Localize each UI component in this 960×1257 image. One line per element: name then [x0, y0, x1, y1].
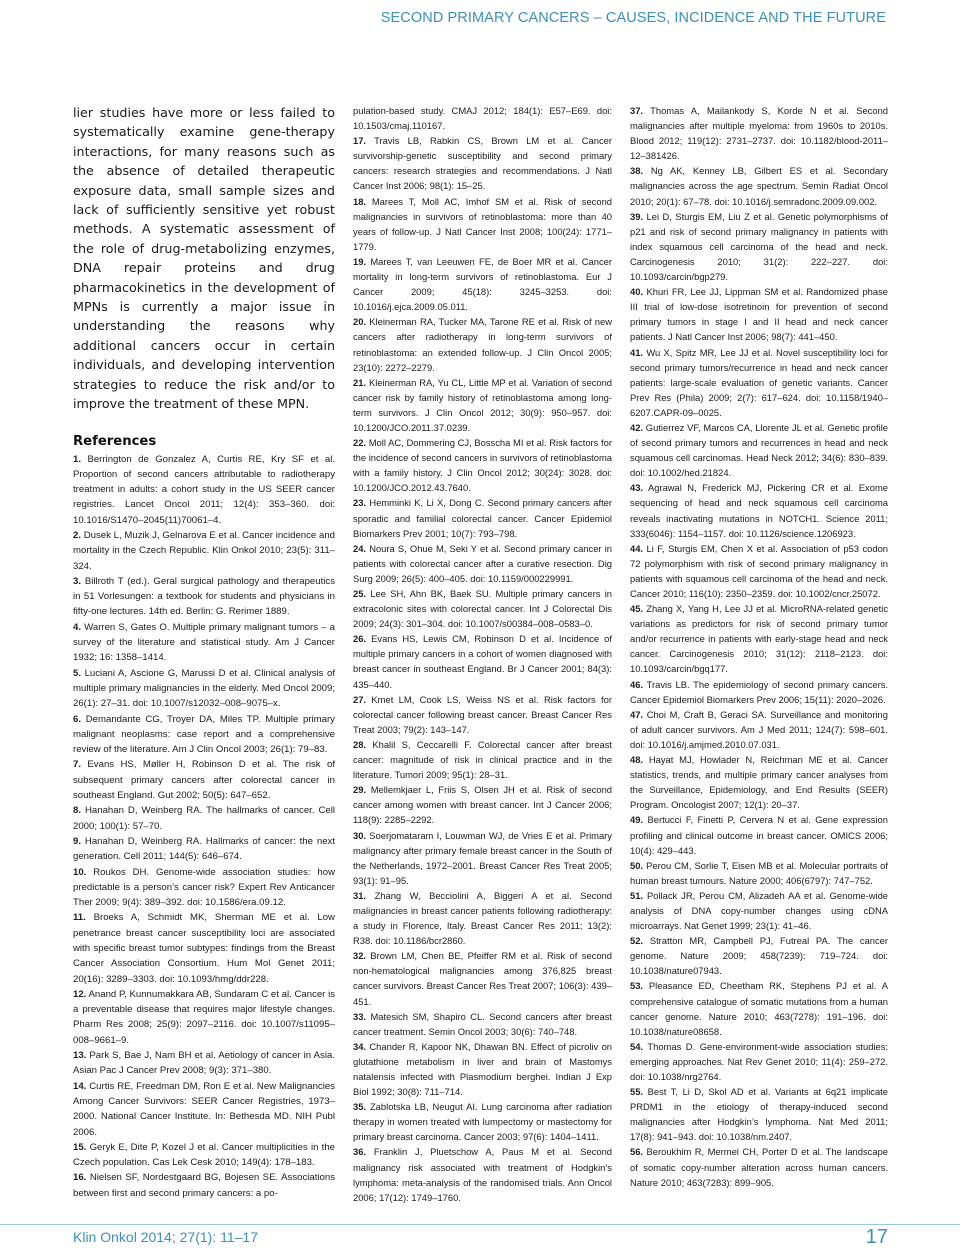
reference-text: Hemminki K, Li X, Dong C. Second primary cancers after sporadic and familial colorectal cancer. Cancer Epidemiol Biomarkers Prev 2001; 10(7): 793–798.	[353, 497, 613, 539]
reference-number: 23.	[353, 497, 367, 509]
reference-item	[630, 707, 888, 752]
footer-divider	[0, 1224, 960, 1225]
reference-number: 47.	[630, 708, 644, 720]
column-3	[630, 103, 888, 1190]
reference-text: Chander R, Kapoor NK, Dhawan BN. Effect of picroliv on glutathione metabolism in liver and brain of Mastomys natalensis infected with Plasmodium berghei. Indian J Exp Biol 1992; 30(8): 711–714.	[353, 1040, 612, 1098]
reference-number: 27.	[353, 693, 367, 705]
reference-item	[353, 692, 612, 737]
reference-number: 40.	[630, 286, 644, 298]
reference-number: 13.	[73, 1050, 87, 1062]
reference-number: 34.	[353, 1040, 367, 1052]
reference-text: Zhang X, Yang H, Lee JJ et al. MicroRNA-related genetic variations as predictors for risk of second primary tumor and/or recurrence in patients with early-stage head and neck cancer. Carcinogenesis 2010; 31(12): 2118–2123. doi: 10.1093/carcin/bgq177.	[630, 603, 889, 675]
reference-number: 26.	[353, 633, 367, 645]
reference-number: 4.	[73, 621, 82, 633]
reference-number: 31.	[353, 889, 367, 901]
reference-text: Nielsen SF, Nordestgaard BG, Bojesen SE. Associations between first and second primary cancers: a po-	[73, 1172, 335, 1199]
reference-text: Thomas D. Gene-environment-wide association studies: emerging approaches. Nat Rev Genet 2010; 11(4): 259–272. doi: 10.1038/nrg2764.	[630, 1040, 889, 1082]
reference-text: Dusek L, Muzik J, Gelnarova E et al. Cancer incidence and mortality in the Czech Republic. Klin Onkol 2010; 23(5): 311–324.	[73, 529, 335, 572]
reference-number: 44.	[630, 542, 644, 554]
reference-number: 55.	[630, 1086, 644, 1098]
reference-item	[73, 1048, 335, 1079]
reference-text: Billroth T (ed.). Geral surgical pathology and therapeutics in 51 Vorlesungen: a textbook for students and physicians in fifty-one lectures. 14th ed. Berlin: G. Rerimer 1889.	[73, 575, 335, 618]
reference-number: 38.	[630, 165, 644, 177]
reference-item	[353, 194, 612, 254]
reference-text: Warren S, Gates O. Multiple primary malignant tumors – a survey of the literature and statistical study. Am J Cancer 1932; 16: 1358–1414.	[73, 621, 335, 664]
reference-item	[353, 948, 612, 1008]
reference-item	[73, 757, 335, 803]
reference-number: 51.	[630, 889, 644, 901]
reference-item	[73, 528, 335, 574]
reference-text: Khuri FR, Lee JJ, Lippman SM et al. Randomized phase III trial of low-dose isotretinoin for prevention of second primary tumors in stage I and II head and neck cancer patients. J Natl Cancer Inst 2006; 98(7): 441–450.	[630, 286, 888, 343]
reference-text: Zhang W, Becciolini A, Biggeri A et al. Second malignancies in breast cancer patients following radiotherapy: a study in Florence, Italy. Breast Cancer Res 2011; 13(2): R38. doi: 10.1186/bcr2860.	[353, 889, 612, 947]
reference-item	[353, 1099, 612, 1144]
reference-number: 46.	[630, 678, 644, 690]
reference-item	[73, 620, 335, 666]
reference-text: Marees T, van Leeuwen FE, de Boer MR et al. Cancer mortality in long-term survivors of retinoblastoma. Eur J Cancer 2009; 45(18): 3245–3253. doi: 10.1016/j.ejca.2009.05.011.	[353, 255, 612, 313]
reference-item	[73, 1079, 335, 1140]
reference-number: 48.	[630, 754, 644, 766]
reference-item	[73, 666, 335, 712]
reference-text: Curtis RE, Freedman DM, Ron E et al. New Malignancies Among Cancer Survivors: SEER Cancer Registries, 1973–2000. National Cancer Institute. In: Bethesda MD. NIH Publ 2006.	[73, 1080, 335, 1138]
reference-item	[353, 888, 612, 948]
journal-citation: Klin Onkol 2014; 27(1): 11–17	[73, 1229, 258, 1245]
reference-text: Beroukhim R, Mermel CH, Porter D et al. The landscape of somatic copy-number alteration across human cancers. Nature 2010; 463(7283): 899–905.	[630, 1146, 888, 1188]
reference-text: Hanahan D, Weinberg RA. Hallmarks of cancer: the next generation. Cell 2011; 144(5): 646–674.	[73, 835, 335, 863]
reference-number: 52.	[630, 935, 644, 947]
column-1	[73, 103, 335, 1201]
reference-item	[630, 812, 888, 857]
reference-item	[353, 1009, 612, 1039]
reference-item	[73, 1170, 335, 1201]
reference-text: Hanahan D, Weinberg RA. The hallmarks of cancer. Cell 2000; 100(1): 57–70.	[73, 805, 335, 832]
reference-item	[353, 435, 612, 495]
reference-text: Evans HS, Møller H, Robinson D et al. The risk of subsequent primary cancers after colorectal cancer in southeast England. Gut 2002; 50(5): 647–652.	[73, 759, 335, 802]
reference-number: 21.	[353, 376, 367, 388]
reference-item	[630, 420, 888, 480]
reference-number: 41.	[630, 346, 644, 358]
reference-number: 35.	[353, 1101, 367, 1113]
reference-item	[630, 978, 888, 1038]
reference-item	[630, 345, 888, 420]
reference-number: 10.	[73, 866, 87, 878]
reference-number: 43.	[630, 482, 644, 494]
reference-item	[630, 933, 888, 978]
reference-text: Stratton MR, Campbell PJ, Futreal PA. The cancer genome. Nature 2009; 458(7239): 719–724. doi: 10.1038/nature07943.	[630, 935, 888, 977]
reference-item	[353, 828, 612, 888]
reference-number: 17.	[353, 135, 367, 147]
reference-text: Brown LM, Chen BE, Pfeiffer RM et al. Risk of second non-hematological malignancies among 376,825 breast cancer survivors. Breast Cancer Res Treat 2007; 106(3): 439–451.	[353, 950, 612, 1007]
reference-item	[630, 1039, 888, 1084]
reference-text: Geryk E, Dite P, Kozel J et al. Cancer multiplicities in the Czech population. Cas Lek Cesk 2010; 149(4): 178–183.	[73, 1141, 335, 1169]
reference-item	[630, 1144, 888, 1189]
reference-item	[353, 314, 612, 374]
reference-text: Lee SH, Ahn BK, Baek SU. Multiple primary cancers in extracolonic sites with colorectal cancer. Int J Colorectal Dis 2009; 24(3): 301–304. doi: 10.1007/s00384–008–0583–0.	[353, 588, 612, 630]
reference-list-col2	[353, 103, 612, 1205]
reference-item	[630, 209, 888, 284]
reference-item	[73, 574, 335, 620]
reference-text: Anand P, Kunnumakkara AB, Sundaram C et al. Cancer is a preventable disease that requires major lifestyle changes. Pharm Res 2008; 25(9): 2097–2116. doi: 10.1007/s11095–008–9661–9.	[73, 988, 335, 1046]
reference-number: 5.	[73, 667, 82, 679]
reference-text: Evans HS, Lewis CM, Robinson D et al. Incidence of multiple primary cancers in a cohort of women diagnosed with breast cancer in southeast England. Br J Cancer 2001; 84(3): 435–440.	[353, 633, 612, 690]
reference-number: 33.	[353, 1010, 367, 1022]
reference-number: 25.	[353, 588, 367, 599]
reference-number: 22.	[353, 437, 367, 449]
reference-text: Hayat MJ, Howlader N, Reichman ME et al. Cancer statistics, trends, and multiple primary cancer analyses from the Surveillance, Epidemiology, and End Results (SEER) Program. Oncologist 2007; 12(1): 20–37.	[630, 754, 888, 811]
reference-number: 6.	[73, 713, 82, 725]
reference-text: Lei D, Sturgis EM, Liu Z et al. Genetic polymorphisms of p21 and risk of second primary malignancy in patients with index squamous cell carcinoma of the head and neck. Carcinogenesis 2010; 31(2): 222–227. doi: 10.1093/carcin/bgp279.	[630, 210, 888, 283]
reference-text: Matesich SM, Shapiro CL. Second cancers after breast cancer treatment. Semin Oncol 2003; 30(6): 740–748.	[353, 1010, 612, 1037]
reference-item	[630, 752, 888, 812]
reference-item	[353, 782, 612, 827]
reference-number: 1.	[73, 453, 82, 465]
reference-item	[630, 541, 888, 601]
reference-number: 16.	[73, 1172, 87, 1184]
reference-text: Kleinerman RA, Yu CL, Little MP et al. Variation of second cancer risk by family history of retinoblastoma among long-term survivors. J Clin Oncol 2012; 30(9): 950–957. doi: 10.1200/JCO.2011.37.0239.	[353, 376, 612, 433]
reference-number: 11.	[73, 912, 86, 924]
column-2	[353, 103, 612, 1205]
reference-number: 50.	[630, 859, 644, 871]
reference-number: 32.	[353, 950, 367, 962]
reference-text: Best T, Li D, Skol AD et al. Variants at 6q21 implicate PRDM1 in the etiology of therapy-induced second malignancies after Hodgkin’s lymphoma. Nat Med 2011; 17(8): 941–943. doi: 10.1038/nm.2407.	[630, 1086, 889, 1143]
reference-text: Li F, Sturgis EM, Chen X et al. Association of p53 codon 72 polymorphism with risk of second primary malignancy in patients with squamous cell carcinoma of the head and neck. Cancer 2010; 116(10): 2350–2359. doi: 10.1002/cncr.25072.	[630, 542, 888, 599]
reference-text: Mellemkjaer L, Friis S, Olsen JH et al. Risk of second cancer among women with breast cancer. Int J Cancer 2006; 118(9): 2285–2292.	[353, 784, 613, 826]
references-heading: References	[73, 433, 157, 449]
reference-item	[630, 1084, 888, 1144]
reference-item	[630, 480, 888, 540]
reference-item	[73, 865, 335, 911]
reference-text: Gutierrez VF, Marcos CA, Llorente JL et al. Genetic profile of second primary tumors and recurrences in head and neck squamous cell carcinomas. Head Neck 2012; 34(6): 830–839. doi: 10.1002/hed.21824.	[630, 421, 888, 479]
reference-list-col3	[630, 103, 888, 1190]
reference-item	[73, 803, 335, 834]
reference-text: Park S, Bae J, Nam BH et al. Aetiology of cancer in Asia. Asian Pac J Cancer Prev 2008; 9(3): 371–380.	[73, 1050, 335, 1077]
reference-item	[73, 910, 335, 986]
reference-number: 45.	[630, 603, 644, 615]
reference-number: 9.	[73, 835, 82, 847]
reference-text: Broeks A, Schmidt MK, Sherman ME et al. Low penetrance breast cancer susceptibility loci are associated with specific breast tumor subtypes: findings from the Breast Cancer Association Consortium. Hum Mol Genet 2011; 20(16): 3289–3303. doi: 10.1093/hmg/ddr228.	[73, 912, 335, 985]
reference-item	[353, 103, 612, 133]
reference-text: pulation-based study. CMAJ 2012; 184(1): E57–E69. doi: 10.1503/cmaj.110167.	[353, 105, 612, 132]
reference-item	[353, 495, 612, 540]
reference-list-col1	[73, 452, 335, 1202]
reference-text: Demandante CG, Troyer DA, Miles TP. Multiple primary malignant neoplasms: case report and a comprehensive review of the literature. Am J Clin Oncol 2003; 26(1): 79–83.	[73, 713, 335, 756]
reference-item	[73, 834, 335, 865]
reference-item	[73, 452, 335, 528]
reference-text: Travis LB, Rabkin CS, Brown LM et al. Cancer survivorship-genetic susceptibility and second primary cancers: research strategies and recommendations. J Natl Cancer Inst 2006; 98(1): 15–25.	[353, 135, 613, 192]
reference-item	[353, 133, 612, 193]
reference-number: 56.	[630, 1146, 644, 1158]
reference-text: Khalil S, Ceccarelli F. Colorectal cancer after breast cancer: magnitude of risk in clinical practice and in the literature. Tumori 2009; 95(1): 28–31.	[353, 738, 612, 781]
running-head: SECOND PRIMARY CANCERS – CAUSES, INCIDENCE AND THE FUTURE	[380, 10, 886, 26]
reference-item	[353, 1039, 612, 1099]
reference-text: Luciani A, Ascione G, Marussi D et al. Clinical analysis of multiple primary malignancies in the elderly. Med Oncol 2009; 26(1): 27–31. doi: 10.1007/s12032–008–9075–x.	[73, 667, 335, 710]
reference-text: Roukos DH. Genome-wide association studies: how predictable is a person’s cancer risk? Expert Rev Anticancer Ther 2009; 9(4): 389–392. doi: 10.1586/era.09.12.	[73, 866, 335, 909]
reference-number: 20.	[353, 316, 367, 328]
reference-number: 19.	[353, 255, 367, 267]
reference-text: Soerjomataram I, Louwman WJ, de Vries E et al. Primary malignancy after primary female breast cancer in the South of the Netherlands, 1972–2001. Breast Cancer Res Treat 2005; 93(1): 91–95.	[353, 829, 612, 886]
reference-item	[73, 987, 335, 1048]
reference-text: Kleinerman RA, Tucker MA, Tarone RE et al. Risk of new cancers after radiotherapy in long-term survivors of retinoblastoma: an extended follow-up. J Clin Oncol 2005; 23(10): 2272–2279.	[353, 316, 612, 373]
reference-item	[630, 284, 888, 344]
reference-number: 29.	[353, 784, 367, 796]
reference-number: 18.	[353, 195, 367, 207]
reference-number: 24.	[353, 542, 367, 554]
reference-text: Marees T, Moll AC, Imhof SM et al. Risk of second malignancies in survivors of retinoblastoma: more than 40 years of follow-up. J Natl Cancer Inst 2008; 100(24): 1771–1779.	[353, 195, 612, 252]
page-number: 17	[865, 1226, 888, 1248]
reference-text: Pollack JR, Perou CM, Alizadeh AA et al. Genome-wide analysis of DNA copy-number changes using cDNA microarrays. Nat Genet 1999; 23(1): 41–46.	[630, 889, 888, 932]
reference-number: 54.	[630, 1040, 644, 1052]
reference-text: Travis LB. The epidemiology of second primary cancers. Cancer Epidemiol Biomarkers Prev 2006; 15(11): 2020–2026.	[630, 678, 889, 705]
reference-item	[353, 737, 612, 782]
reference-text: Moll AC, Dommering CJ, Bosscha MI et al. Risk factors for the incidence of second cancers in survivors of retinoblastoma with a family history. J Clin Oncol 2012; 30(24): 3028. doi: 10.1200/JCO.2012.43.7640.	[353, 437, 612, 494]
reference-text: Wu X, Spitz MR, Lee JJ et al. Novel susceptibility loci for second primary tumors/recurrence in head and neck cancer patients: large-scale evaluation of genetic variants. Cancer Prev Res (Phila) 2009; 2(7): 617–624. doi: 10.1158/1940–6207.CAPR-09–0025.	[630, 346, 888, 418]
reference-item	[353, 631, 612, 691]
body-paragraph: lier studies have more or less failed to systematically examine gene-therapy interactions, for many reasons such as the absence of detailed therapeutic exposure data, small sample sizes and lack of sufficiently sensitive yet robust methods. A systematic assessment of the role of drug-metabolizing enzymes, DNA repair proteins and drug pharmacokinetics in the development of MPNs is currently a major issue in understanding the reasons why additional cancers occur in certain individuals, and developing intervention strategies to reduce the risk and/or to improve the treatment of these MPN.	[73, 105, 335, 412]
reference-item	[630, 888, 888, 933]
reference-number: 49.	[630, 814, 644, 826]
reference-text: Kmet LM, Cook LS, Weiss NS et al. Risk factors for colorectal cancer following breast cancer. Breast Cancer Res Treat 2003; 79(2): 143–147.	[353, 693, 612, 735]
reference-number: 14.	[73, 1080, 87, 1092]
reference-item	[353, 586, 612, 631]
reference-text: Perou CM, Sorlie T, Eisen MB et al. Molecular portraits of human breast tumours. Nature 2000; 406(6797): 747–752.	[630, 859, 888, 886]
reference-item	[353, 254, 612, 314]
reference-item	[630, 858, 888, 888]
reference-text: Zablotska LB, Neugut AI. Lung carcinoma after radiation therapy in women treated with lumpectomy or mastectomy for primary breast carcinoma. Cancer 2003; 97(6): 1404–1411.	[353, 1101, 612, 1143]
reference-number: 39.	[630, 210, 644, 222]
reference-item	[630, 677, 888, 707]
reference-text: Ng AK, Kenney LB, Gilbert ES et al. Secondary malignancies across the age spectrum. Semin Radiat Oncol 2010; 20(1): 67–78. doi: 10.1016/j.semradonc.2009.09.002.	[630, 165, 888, 207]
reference-item	[73, 712, 335, 758]
reference-item	[630, 601, 888, 676]
reference-text: Bertucci F, Finetti P, Cervera N et al. Gene expression profiling and clinical outcome in breast cancer. OMICS 2006; 10(4): 429–443.	[630, 814, 888, 856]
reference-number: 37.	[630, 105, 644, 116]
reference-item	[630, 103, 888, 163]
reference-text: Agrawal N, Frederick MJ, Pickering CR et al. Exome sequencing of head and neck squamous cell carcinoma reveals inactivating mutations in NOTCH1. Science 2011; 333(6046): 1154–1157. doi: 10.1126/science.1206923.	[630, 482, 888, 539]
reference-item	[353, 1144, 612, 1204]
reference-item	[630, 163, 888, 208]
reference-item	[353, 375, 612, 435]
reference-number: 3.	[73, 575, 82, 587]
reference-text: Franklin J, Pluetschow A, Paus M et al. Second malignancy risk associated with treatment of Hodgkin’s lymphoma: meta-analysis of the randomised trials. Ann Oncol 2006; 17(12): 1749–1760.	[353, 1146, 613, 1203]
reference-text: Berrington de Gonzalez A, Curtis RE, Kry SF et al. Proportion of second cancers attributable to radiotherapy treatment in adults: a cohort study in the US SEER cancer registries. Lancet Oncol 2011; 12(4): 353–360. doi: 10.1016/S1470–2045(11)70061–4.	[73, 453, 335, 526]
reference-text: Thomas A, Mailankody S, Korde N et al. Second malignancies after multiple myeloma: from 1960s to 2010s. Blood 2012; 119(12): 2731–2737. doi: 10.1182/blood-2011–12–381426.	[630, 105, 888, 162]
reference-number: 8.	[73, 805, 82, 817]
reference-number: 30.	[353, 829, 367, 841]
reference-number: 12.	[73, 988, 87, 1000]
reference-text: Noura S, Ohue M, Seki Y et al. Second primary cancer in patients with colorectal cancer after a curative resection. Dig Surg 2009; 26(5): 400–405. doi: 10.1159/000229991.	[353, 542, 612, 584]
reference-number: 28.	[353, 738, 367, 750]
reference-item	[353, 541, 612, 586]
reference-number: 36.	[353, 1146, 367, 1158]
reference-number: 53.	[630, 980, 644, 992]
reference-item	[73, 1140, 335, 1171]
reference-number: 42.	[630, 421, 644, 433]
reference-number: 15.	[73, 1141, 87, 1153]
reference-text: Pleasance ED, Cheetham RK, Stephens PJ et al. A comprehensive catalogue of somatic mutations from a human cancer genome. Nature 2010; 463(7278): 191–196. doi: 10.1038/nature08658.	[630, 980, 889, 1037]
reference-number: 7.	[73, 759, 82, 771]
reference-text: Choi M, Craft B, Geraci SA. Surveillance and monitoring of adult cancer survivors. Am J Med 2011; 124(7): 598–601. doi: 10.1016/j.amjmed.2010.07.031.	[630, 708, 888, 750]
reference-number: 2.	[73, 529, 82, 541]
